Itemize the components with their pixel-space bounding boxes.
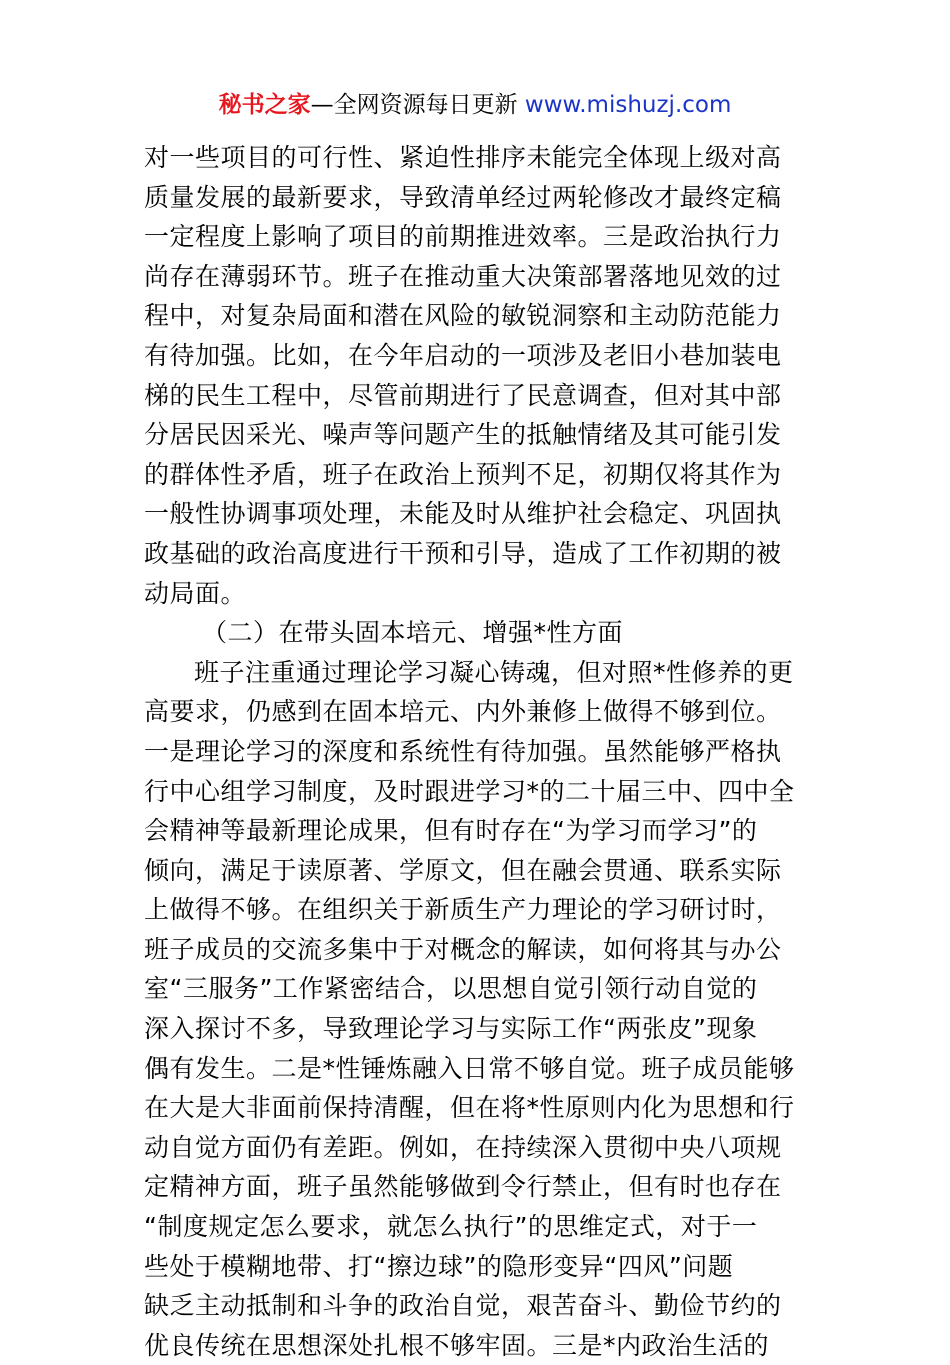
text-line: 上做得不够。在组织关于新质生产力理论的学习研讨时， <box>144 895 782 925</box>
site-brand: 秘书之家 <box>218 92 311 118</box>
text-line: 的群体性矛盾，班子在政治上预判不足，初期仅将其作为 <box>144 459 782 489</box>
text-line: 偶有发生。二是*性锤炼融入日常不够自觉。班子成员能够 <box>144 1053 795 1083</box>
document-body <box>144 138 824 1365</box>
text-line: 动局面。 <box>144 578 247 608</box>
text-line: 一定程度上影响了项目的前期推进效率。三是政治执行力 <box>144 222 782 252</box>
text-line: 一般性协调事项处理，未能及时从维护社会稳定、巩固执 <box>144 499 782 529</box>
text-line: 会精神等最新理论成果，但有时存在“为学习而学习”的 <box>144 816 758 846</box>
text-line: 政基础的政治高度进行干预和引导，造成了工作初期的被 <box>144 538 782 568</box>
text-line: 深入探讨不多，导致理论学习与实际工作“两张皮”现象 <box>144 1014 758 1044</box>
text-line: 班子注重通过理论学习凝心铸魂，但对照*性修养的更 <box>194 657 794 687</box>
text-line: 在大是大非面前保持清醒，但在将*性原则内化为思想和行 <box>144 1093 795 1123</box>
text-line: “制度规定怎么要求，就怎么执行”的思维定式，对于一 <box>144 1212 758 1242</box>
text-line: 定精神方面，班子虽然能够做到令行禁止，但有时也存在 <box>144 1172 782 1202</box>
text-line: 动自觉方面仍有差距。例如，在持续深入贯彻中央八项规 <box>144 1132 782 1162</box>
text-line: 分居民因采光、噪声等问题产生的抵触情绪及其可能引发 <box>144 420 782 450</box>
text-line: 质量发展的最新要求，导致清单经过两轮修改才最终定稿 <box>144 182 782 212</box>
header-separator: — <box>310 92 334 118</box>
text-line: 程中，对复杂局面和潜在风险的敏锐洞察和主动防范能力 <box>144 301 782 331</box>
text-line: 高要求，仍感到在固本培元、内外兼修上做得不够到位。 <box>144 697 782 727</box>
text-line: 梯的民生工程中，尽管前期进行了民意调查，但对其中部 <box>144 380 782 410</box>
text-line: 行中心组学习制度，及时跟进学习*的二十届三中、四中全 <box>144 776 795 806</box>
header-tagline: 全网资源每日更新 <box>333 92 518 118</box>
text-line: 缺乏主动抵制和斗争的政治自觉，艰苦奋斗、勤俭节约的 <box>144 1291 782 1321</box>
text-line: 有待加强。比如，在今年启动的一项涉及老旧小巷加装电 <box>144 340 782 370</box>
text-line: 一是理论学习的深度和系统性有待加强。虽然能够严格执 <box>144 736 782 766</box>
text-line: 尚存在薄弱环节。班子在推动重大决策部署落地见效的过 <box>144 261 782 291</box>
text-line: 倾向，满足于读原著、学原文，但在融会贯通、联系实际 <box>144 855 782 885</box>
text-line: 些处于模糊地带、打“擦边球”的隐形变异“四风”问题 <box>144 1251 734 1281</box>
site-url-link[interactable]: www.mishuzj.com <box>524 92 732 118</box>
page-header <box>0 88 950 122</box>
text-line: 室“三服务”工作紧密结合，以思想自觉引领行动自觉的 <box>144 974 758 1004</box>
text-line: 班子成员的交流多集中于对概念的解读，如何将其与办公 <box>144 934 782 964</box>
text-line: （二）在带头固本培元、增强*性方面 <box>202 618 624 648</box>
text-line: 对一些项目的可行性、紧迫性排序未能完全体现上级对高 <box>144 143 782 172</box>
text-line: 优良传统在思想深处扎根不够牢固。三是*内政治生活的 <box>144 1330 770 1360</box>
